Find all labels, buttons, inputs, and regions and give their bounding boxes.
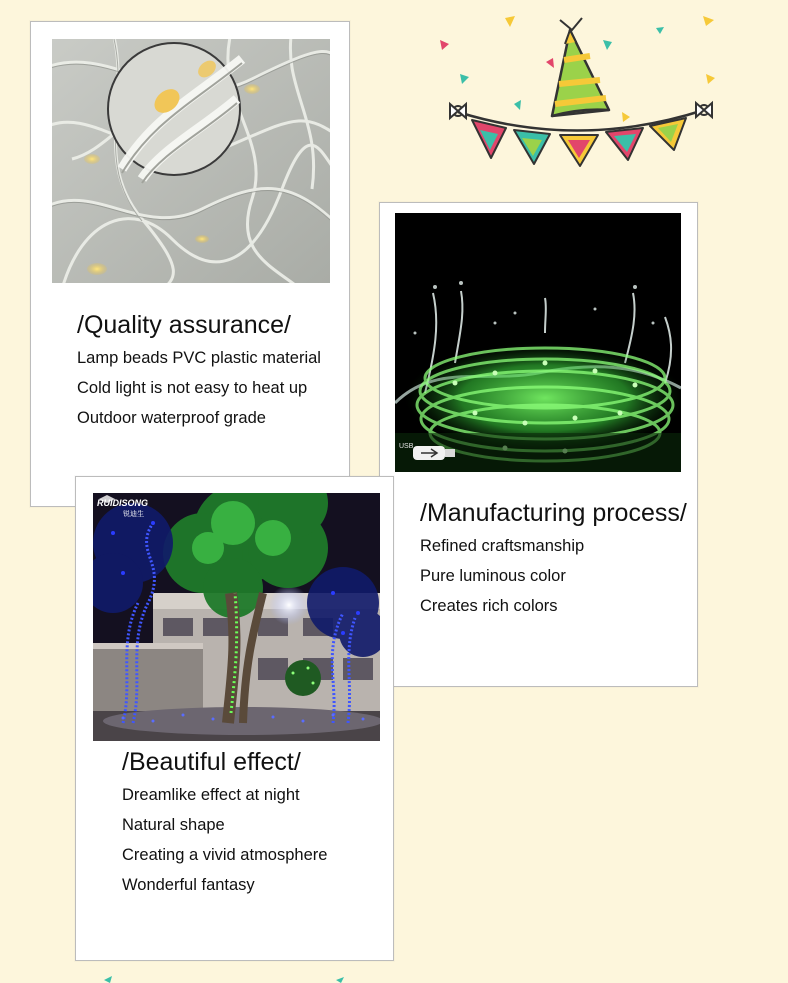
beautiful-heading: /Beautiful effect/ bbox=[122, 748, 301, 776]
brand-sub: 锐迪生 bbox=[123, 510, 144, 518]
quality-heading: /Quality assurance/ bbox=[77, 311, 291, 339]
rope-light-closeup-photo bbox=[52, 39, 330, 283]
beautiful-effect-card bbox=[75, 476, 394, 961]
manufacturing-line: Creates rich colors bbox=[420, 597, 558, 615]
beautiful-line: Creating a vivid atmosphere bbox=[122, 846, 328, 864]
quality-line: Cold light is not easy to heat up bbox=[77, 379, 308, 397]
beautiful-line: Natural shape bbox=[122, 816, 225, 834]
quality-line: Lamp beads PVC plastic material bbox=[77, 349, 321, 367]
manufacturing-heading: /Manufacturing process/ bbox=[420, 499, 687, 527]
beautiful-line: Wonderful fantasy bbox=[122, 876, 255, 894]
manufacturing-line: Refined craftsmanship bbox=[420, 537, 585, 555]
manufacturing-process-card bbox=[379, 202, 698, 687]
manufacturing-line: Pure luminous color bbox=[420, 567, 566, 585]
quality-assurance-card bbox=[30, 21, 350, 507]
beautiful-line: Dreamlike effect at night bbox=[122, 786, 300, 804]
brand-name: RUIDISONG bbox=[97, 498, 149, 508]
quality-line: Outdoor waterproof grade bbox=[77, 409, 266, 427]
green-rope-light-water-splash-photo bbox=[395, 213, 681, 472]
usb-label: USB bbox=[399, 443, 414, 450]
lit-trees-night-photo bbox=[93, 493, 380, 741]
